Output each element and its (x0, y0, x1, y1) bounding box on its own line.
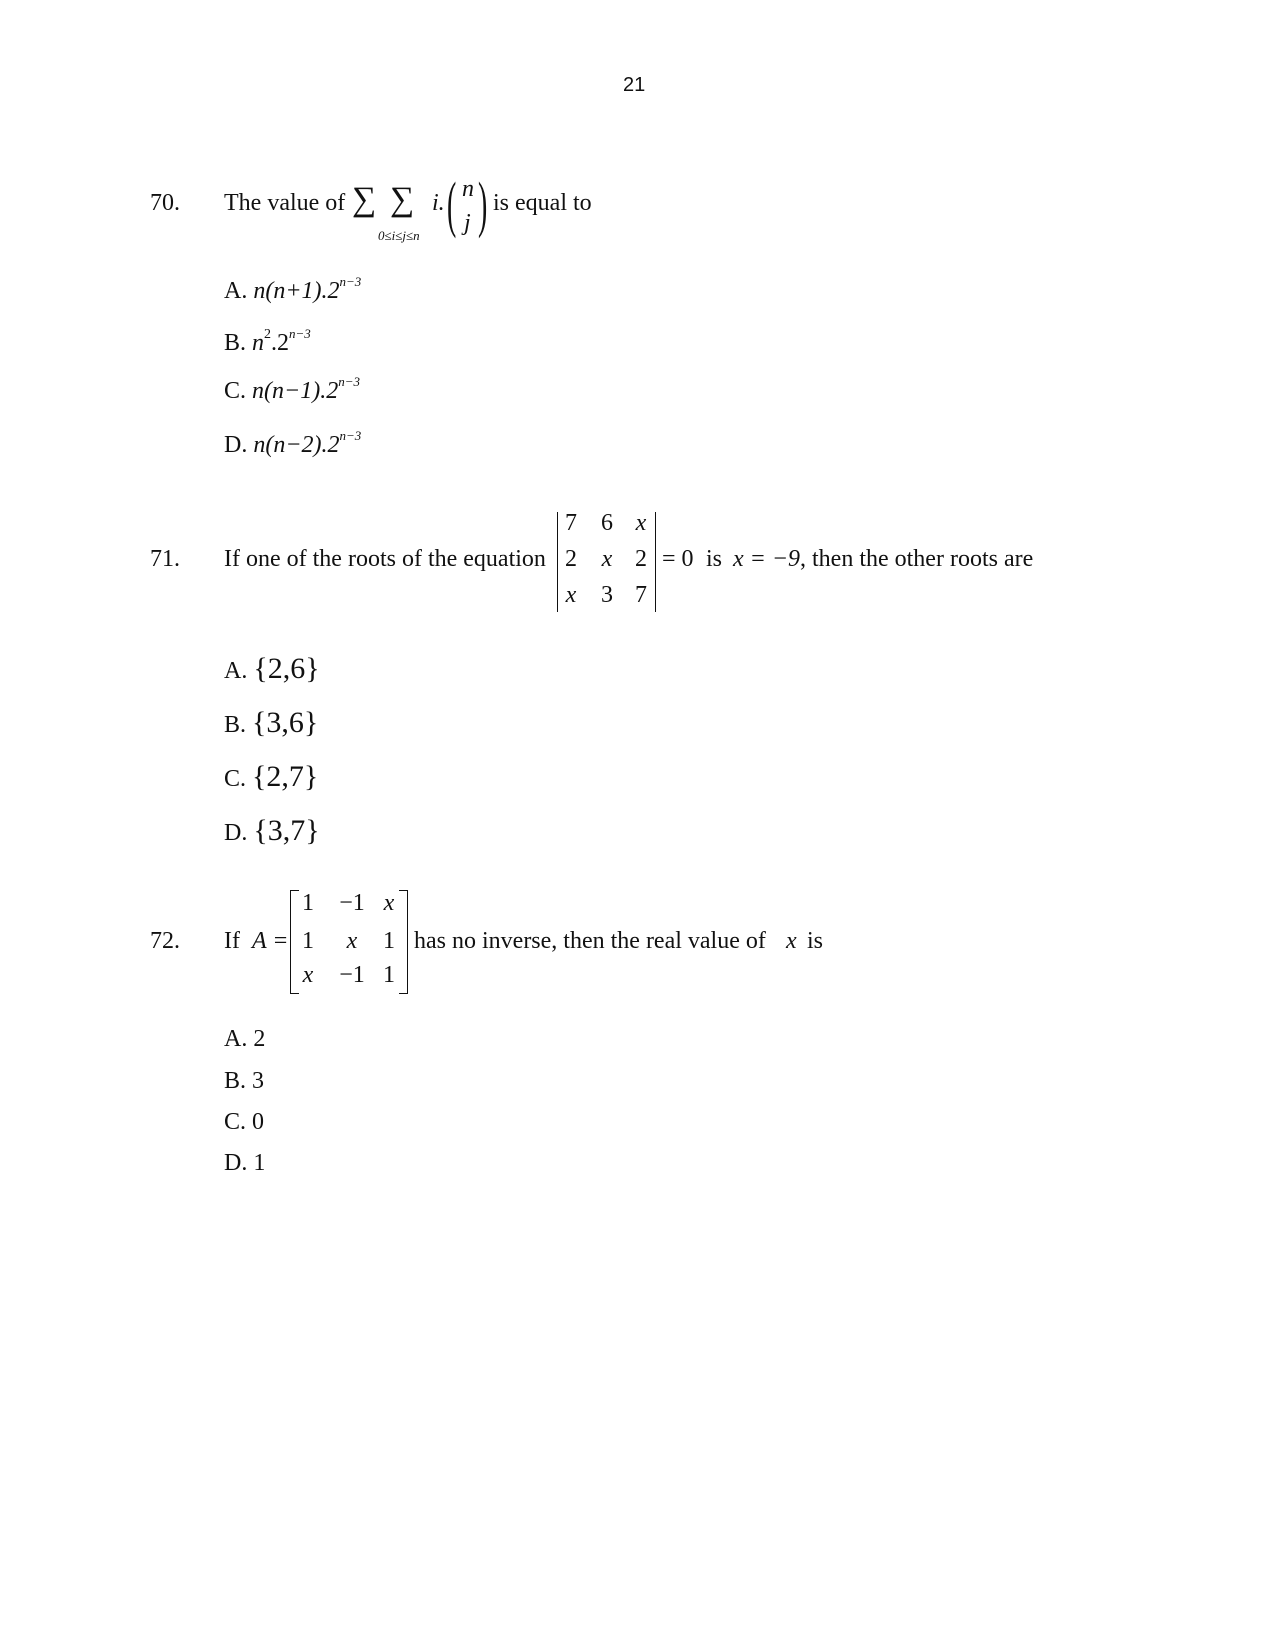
q72-lhs: A = (252, 928, 289, 954)
q70-binom-bottom: j (464, 210, 471, 236)
q71-m02: x (635, 510, 647, 536)
q71-m01: 6 (601, 510, 613, 536)
q72-m01: −1 (339, 890, 365, 916)
q71-m10: 2 (565, 546, 577, 572)
q70-suffix: is equal to (493, 190, 592, 216)
q72-m22: 1 (383, 962, 395, 988)
q72-option-b: B. 3 (224, 1068, 265, 1094)
q72-is: is (807, 928, 824, 954)
q72-option-c: C. 0 (224, 1109, 265, 1135)
q71-option-d: D. {3,7} (224, 814, 320, 847)
q71-m11: x (601, 546, 613, 572)
q71-equals-zero: = 0 (662, 546, 694, 572)
q71-root: x = −9 (733, 546, 801, 572)
q70-sum-limits: 0≤i≤j≤n (378, 228, 420, 243)
q70-binom-top: n (462, 176, 474, 202)
q70-option-c: C. $n(n-1).2^{n-3}$ (224, 374, 360, 404)
q71-is: is (706, 546, 723, 572)
q71-suffix: , then the other roots are (800, 546, 1034, 572)
q70-option-b: B. $n^2.2^{n-3}$ (224, 326, 311, 356)
q70-option-a: A. $n(n+1).2^{n-3}$ (224, 274, 362, 304)
q72-number: 72. (150, 928, 180, 954)
q71-m00: 7 (565, 510, 577, 536)
q70-option-d: D. $n(n-2).2^{n-3}$ (224, 428, 362, 458)
q72-m11: x (346, 928, 358, 954)
q72-m10: 1 (302, 928, 314, 954)
q71-option-a: A. {2,6} (224, 652, 320, 685)
q72-option-a: A. 2 (224, 1026, 266, 1052)
q72-m00: 1 (302, 890, 314, 916)
q72-m02: x (383, 890, 395, 916)
q71-option-b: B. {3,6} (224, 706, 319, 739)
q72-var: x (786, 928, 797, 954)
q72-m20: x (302, 962, 314, 988)
sum-symbol-2: ∑ (390, 181, 415, 218)
q72-m21: −1 (339, 962, 365, 988)
q71-m20: x (565, 582, 577, 608)
q71-m21: 3 (601, 582, 613, 608)
q71-prefix: If one of the roots of the equation (224, 546, 546, 572)
q72-prefix: If (224, 928, 240, 954)
page-number: 21 (623, 74, 646, 96)
sum-symbol-1: ∑ (352, 181, 377, 218)
q72-m12: 1 (383, 928, 395, 954)
q71-number: 71. (150, 546, 180, 572)
binom-left-paren: ( (447, 171, 457, 239)
q72-option-d: D. 1 (224, 1150, 266, 1176)
binom-right-paren: ) (478, 171, 488, 239)
q70-number: 70. (150, 190, 180, 216)
q71-option-c: C. {2,7} (224, 760, 319, 793)
q71-m12: 2 (635, 546, 647, 572)
q70-prefix: The value of (224, 190, 346, 216)
q72-suffix: has no inverse, then the real value of (414, 928, 766, 954)
q71-m22: 7 (635, 582, 647, 608)
q70-term: i. (432, 190, 445, 216)
